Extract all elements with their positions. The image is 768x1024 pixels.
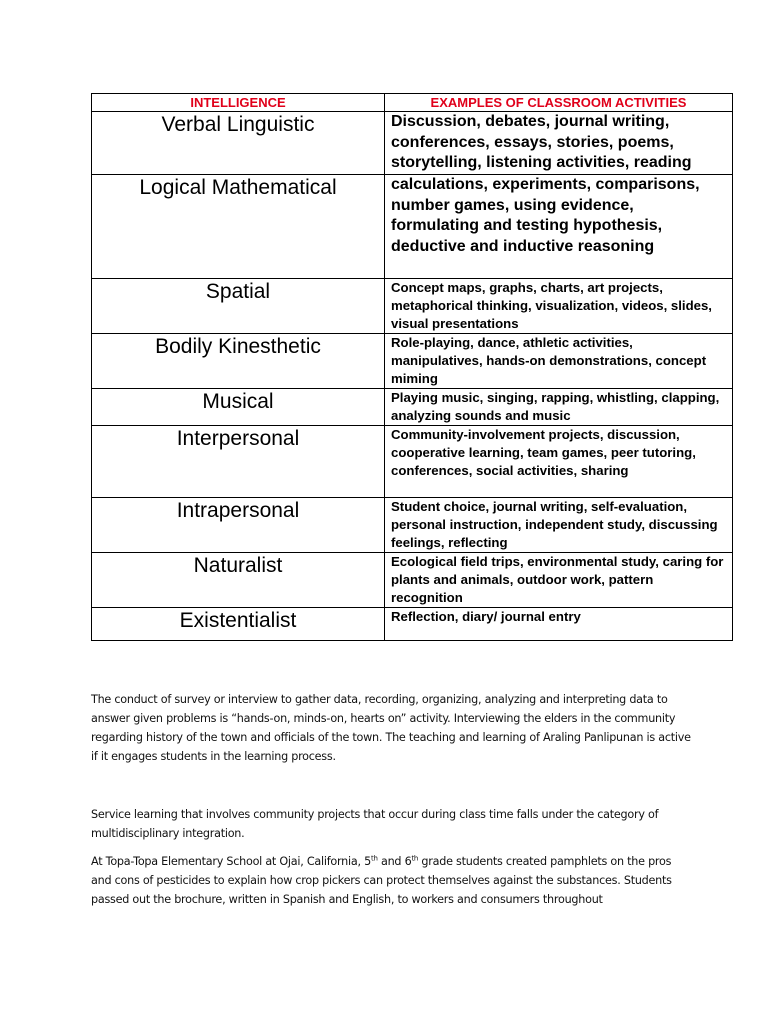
paragraph-service-learning: Service learning that involves community projects that occur during class time falls under the category of multidisciplinary integration.	[91, 808, 659, 840]
activities-cell: calculations, experiments, comparisons, number games, using evidence, formulating and testing hypothesis, deductive and inductive reasoning	[385, 175, 733, 279]
table-row	[92, 389, 733, 426]
table-row	[92, 553, 733, 608]
paragraph-topa-topa	[91, 852, 691, 909]
table-row	[92, 334, 733, 389]
intelligence-cell: Naturalist	[92, 553, 385, 608]
table-row	[92, 112, 733, 175]
intelligence-cell: Intrapersonal	[92, 498, 385, 553]
paragraph-survey: The conduct of survey or interview to gather data, recording, organizing, analyzing and interpreting data to answer given problems is “hands-on, minds-on, hearts on” activity. Interviewing the elders in the community regarding history of the town and officials of the town. The teaching and learning of Araling Panlipunan is active if it engages students in the learning process.	[91, 693, 691, 763]
intelligence-cell: Verbal Linguistic	[92, 112, 385, 175]
table-header-row	[92, 94, 733, 112]
table-row	[92, 175, 733, 279]
table-row	[92, 498, 733, 553]
superscript: th	[411, 854, 419, 863]
activities-cell: Community-involvement projects, discussion, cooperative learning, team games, peer tutoring, conferences, social activities, sharing	[385, 426, 733, 498]
paragraph-text: At Topa-Topa Elementary School at Ojai, California, 5	[91, 855, 371, 868]
activities-cell: Concept maps, graphs, charts, art projects, metaphorical thinking, visualization, videos, slides, visual presentations	[385, 279, 733, 334]
intelligence-cell: Interpersonal	[92, 426, 385, 498]
activities-cell: Ecological field trips, environmental study, caring for plants and animals, outdoor work, pattern recognition	[385, 553, 733, 608]
header-activities: EXAMPLES OF CLASSROOM ACTIVITIES	[385, 94, 733, 112]
intelligence-cell: Logical Mathematical	[92, 175, 385, 279]
activities-cell: Discussion, debates, journal writing, conferences, essays, stories, poems, storytelling, listening activities, reading	[385, 112, 733, 175]
intelligences-table	[91, 93, 733, 641]
activities-cell: Student choice, journal writing, self-evaluation, personal instruction, independent study, discussing feelings, reflecting	[385, 498, 733, 553]
paragraph-text: grade students created pamphlets on the pros and cons of pesticides to explain how crop pickers can protect themselves against the substances. Students passed out the brochure, written in Spanish and English, to workers and consumers throughout	[91, 855, 672, 906]
intelligence-cell: Musical	[92, 389, 385, 426]
superscript: th	[370, 854, 378, 863]
table-row	[92, 608, 733, 641]
intelligence-cell: Existentialist	[92, 608, 385, 641]
activities-cell: Role-playing, dance, athletic activities, manipulatives, hands-on demonstrations, concept miming	[385, 334, 733, 389]
activities-cell: Reflection, diary/ journal entry	[385, 608, 733, 641]
table-row	[92, 279, 733, 334]
table-row	[92, 426, 733, 498]
intelligence-cell: Spatial	[92, 279, 385, 334]
paragraph-text: and 6	[377, 855, 412, 868]
intelligence-cell: Bodily Kinesthetic	[92, 334, 385, 389]
header-intelligence: INTELLIGENCE	[92, 94, 385, 112]
activities-cell: Playing music, singing, rapping, whistling, clapping, analyzing sounds and music	[385, 389, 733, 426]
